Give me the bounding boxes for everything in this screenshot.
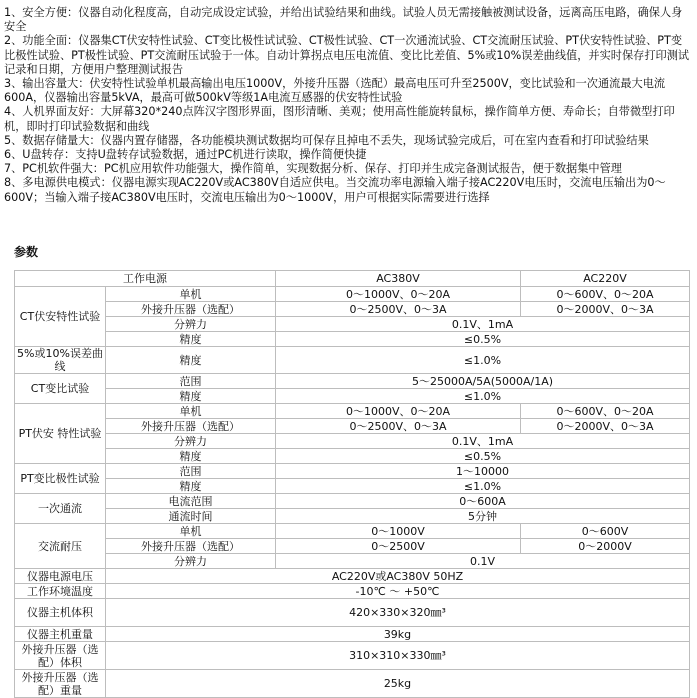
feature-item: 4、人机界面友好：大屏幕320*240点阵汉字图形界面，图形清晰、美观；使用高性能旋转鼠标，操作简单方便、寿命长；自带微型打印机，即时打印试验数据和曲线 (4, 105, 675, 133)
table-row (15, 642, 690, 670)
value-ac380: 0～1000V、0～20A (276, 404, 521, 419)
spec-label: 外接升压器（选配）体积 (15, 642, 106, 670)
value-ac220: 0～600V、0～20A (521, 404, 690, 419)
sub-label: 分辨力 (106, 317, 276, 332)
group-label: PT变比极性试验 (15, 464, 106, 494)
value-ac220: 0～600V (521, 524, 690, 539)
table-row (15, 302, 690, 317)
header-power: 工作电源 (15, 271, 276, 287)
spec-label: 仪器主机体积 (15, 599, 106, 627)
parameters-table (14, 270, 690, 698)
value-cell: 5～25000A/5A(5000A/1A) (276, 374, 690, 389)
table-row (15, 554, 690, 569)
table-row (15, 569, 690, 584)
feature-item: 3、输出容量大：伏安特性试验单机最高输出电压1000V，外接升压器（选配）最高电压可升至2500V，变比试验和一次通流最大电流600A，仪器输出容量5kVA，最高可做500kV等级1A电流互感器的伏安特性试验 (4, 77, 666, 105)
group-label: 交流耐压 (15, 524, 106, 569)
sub-label: 范围 (106, 464, 276, 479)
value-ac220: 0～600V、0～20A (521, 287, 690, 302)
table-row (15, 539, 690, 554)
parameters-heading: 参数 (14, 245, 39, 259)
sub-label: 通流时间 (106, 509, 276, 524)
table-row (15, 670, 690, 698)
value-ac220: 0～2000V、0～3A (521, 302, 690, 317)
value-cell: 0.1V、1mA (276, 317, 690, 332)
table-row (15, 494, 690, 509)
group-label: CT伏安特性试验 (15, 287, 106, 347)
feature-item: 5、数据存储量大：仪器内置存储器，各功能模块测试数据均可保存且掉电不丢失，现场试验完成后，可在室内查看和打印试验结果 (4, 133, 649, 147)
feature-item: 6、U盘转存：支持U盘转存试验数据，通过PC机进行读取，操作简便快捷 (4, 148, 367, 162)
feature-item: 7、PC机软件强大：PC机应用软件功能强大，操作简单，实现数据分析、保存、打印并生成完备测试报告，便于数据集中管理 (4, 162, 622, 176)
sub-label: 范围 (106, 374, 276, 389)
value-cell: 0.1V、1mA (276, 434, 690, 449)
value-ac380: 0～2500V、0～3A (276, 419, 521, 434)
spec-label: 仪器主机重量 (15, 627, 106, 642)
spec-label: 工作环境温度 (15, 584, 106, 599)
spec-value: 420×330×320㎜³ (106, 599, 690, 627)
value-ac380: 0～2500V、0～3A (276, 302, 521, 317)
table-row (15, 404, 690, 419)
group-label: CT变比试验 (15, 374, 106, 404)
table-row (15, 627, 690, 642)
group-label: 一次通流 (15, 494, 106, 524)
group-label: PT伏安 特性试验 (15, 404, 106, 464)
table-row (15, 599, 690, 627)
group-label: 5%或10%误差曲线 (15, 347, 106, 374)
sub-label: 电流范围 (106, 494, 276, 509)
feature-list (4, 6, 692, 205)
value-cell: 1～10000 (276, 464, 690, 479)
spec-value: -10℃ ～ +50℃ (106, 584, 690, 599)
value-cell: ≤0.5% (276, 332, 690, 347)
value-cell: 0～600A (276, 494, 690, 509)
table-row (15, 287, 690, 302)
sub-label: 分辨力 (106, 554, 276, 569)
feature-item: 8、多电源供电模式：仪器电源实现AC220V或AC380V自适应供电。当交流功率电源输入端子接AC220V电压时，交流电压输出为0～600V；当输入端子接AC380V电压时，交流电压输出为0～1000V，用户可根据实际需要进行选择 (4, 176, 666, 204)
table-row (15, 584, 690, 599)
sub-label: 单机 (106, 404, 276, 419)
spec-value: 25kg (106, 670, 690, 698)
table-row (15, 479, 690, 494)
value-ac220: 0～2000V、0～3A (521, 419, 690, 434)
spec-value: 39kg (106, 627, 690, 642)
value-cell: ≤0.5% (276, 449, 690, 464)
table-row (15, 332, 690, 347)
header-ac220: AC220V (521, 271, 690, 287)
value-ac220: 0～2000V (521, 539, 690, 554)
value-ac380: 0～2500V (276, 539, 521, 554)
value-cell: 0.1V (276, 554, 690, 569)
sub-label: 外接升压器（选配） (106, 419, 276, 434)
sub-label: 精度 (106, 332, 276, 347)
value-cell: ≤1.0% (276, 389, 690, 404)
table-header-row (15, 271, 690, 287)
spec-value: AC220V或AC380V 50HZ (106, 569, 690, 584)
sub-label: 精度 (106, 449, 276, 464)
sub-label: 精度 (106, 479, 276, 494)
sub-label: 精度 (106, 389, 276, 404)
table-row (15, 317, 690, 332)
feature-item: 2、功能全面：仪器集CT伏安特性试验、CT变比极性试试验、CT极性试验、CT一次通流试验、CT交流耐压试验、PT伏安特性试验、PT变比极性试验、PT极性试验、PT交流耐压试验于一体。自动计算拐点电压电流值、变比比差值、5%或10%误差曲线值，并实时保存打印测试记录和日期，方便用户整理测试报告 (4, 34, 690, 76)
feature-item: 1、安全方便：仪器自动化程度高，自动完成设定试验，并给出试验结果和曲线。试验人员无需接触被测试设备，远离高压电路，确保人身安全 (4, 6, 683, 34)
table-row (15, 434, 690, 449)
table-row (15, 524, 690, 539)
value-cell: 5分钟 (276, 509, 690, 524)
value-ac380: 0～1000V、0～20A (276, 287, 521, 302)
spec-label: 仪器电源电压 (15, 569, 106, 584)
sub-label: 外接升压器（选配） (106, 539, 276, 554)
sub-label: 精度 (106, 347, 276, 374)
table-row (15, 464, 690, 479)
sub-label: 分辨力 (106, 434, 276, 449)
value-cell: ≤1.0% (276, 479, 690, 494)
table-row (15, 419, 690, 434)
value-cell: ≤1.0% (276, 347, 690, 374)
table-row (15, 374, 690, 389)
spec-label: 外接升压器（选配）重量 (15, 670, 106, 698)
table-row (15, 389, 690, 404)
sub-label: 外接升压器（选配） (106, 302, 276, 317)
table-row (15, 509, 690, 524)
table-row (15, 449, 690, 464)
sub-label: 单机 (106, 287, 276, 302)
spec-value: 310×310×330㎜³ (106, 642, 690, 670)
value-ac380: 0～1000V (276, 524, 521, 539)
header-ac380: AC380V (276, 271, 521, 287)
table-row (15, 347, 690, 374)
sub-label: 单机 (106, 524, 276, 539)
